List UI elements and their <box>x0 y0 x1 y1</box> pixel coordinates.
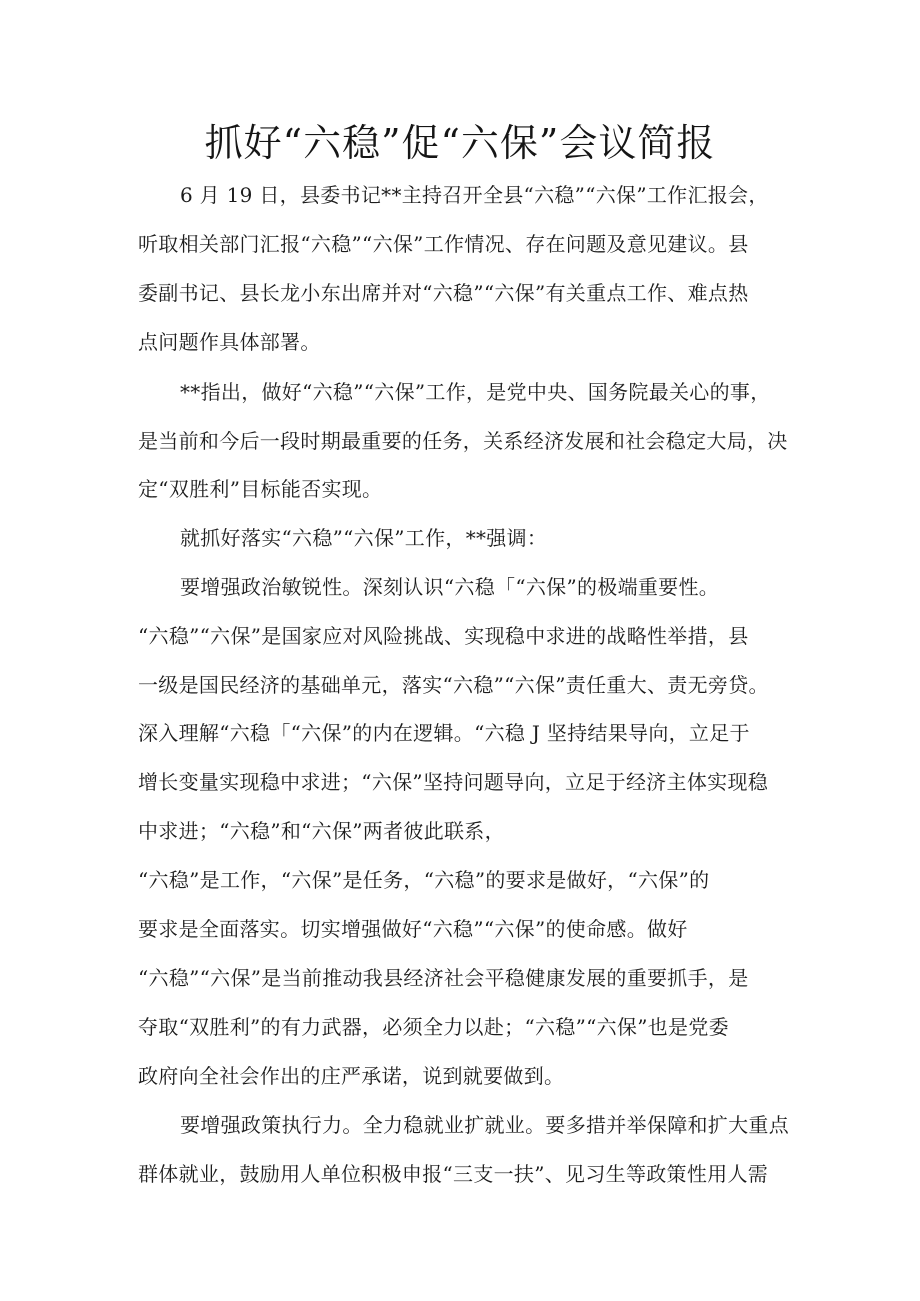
body-line: 委副书记、县长龙小东出席并对“六稳”“六保”有关重点工作、难点热 <box>138 281 749 305</box>
body-line: 要求是全面落实。切实增强做好“六稳”“六保”的使命感。做好 <box>138 917 688 941</box>
body-line: 中求进；“六稳”和“六保”两者彼此联系， <box>138 819 505 843</box>
body-line: “六稳”“六保”是国家应对风险挑战、实现稳中求进的战略性举措，县 <box>138 624 749 648</box>
body-line: 夺取“双胜利”的有力武器，必须全力以赴；“六稳”“六保”也是党委 <box>138 1015 729 1039</box>
body-line: **指出，做好“六稳”“六保”工作，是党中央、国务院最关心的事， <box>180 380 771 404</box>
body-line: 点问题作具体部署。 <box>138 330 321 354</box>
body-line: 要增强政治敏锐性。深刻认识“六稳「“六保”的极端重要性。 <box>180 575 720 599</box>
body-line: 要增强政策执行力。全力稳就业扩就业。要多措并举保障和扩大重点 <box>180 1113 789 1137</box>
body-line: 是当前和今后一段时期最重要的任务，关系经济发展和社会稳定大局，决 <box>138 429 788 453</box>
body-line: “六稳”“六保”是当前推动我县经济社会平稳健康发展的重要抓手，是 <box>138 966 749 990</box>
document-title: 抓好“六稳”促“六保”会议简报 <box>204 121 716 165</box>
body-line: 政府向全社会作出的庄严承诺，说到就要做到。 <box>138 1064 565 1088</box>
body-line: 群体就业，鼓励用人单位积极申报“三支一扶”、见习生等政策性用人需 <box>138 1162 769 1186</box>
body-line: 深入理解“六稳「“六保”的内在逻辑。“六稳 J 坚持结果导向，立足于 <box>138 721 750 745</box>
body-line: 一级是国民经济的基础单元，落实“六稳”“六保”责任重大、责无旁贷。 <box>138 673 769 697</box>
body-line: 增长变量实现稳中求进；“六保”坚持问题导向，立足于经济主体实现稳 <box>138 770 769 794</box>
body-line: “六稳”是工作，“六保”是任务，“六稳”的要求是做好，“六保”的 <box>138 868 710 892</box>
body-line: 6 月 19 日，县委书记**主持召开全县“六稳”“六保”工作汇报会， <box>180 183 769 207</box>
body-line: 就抓好落实“六稳”“六保”工作，**强调： <box>180 526 548 550</box>
body-line: 定“双胜利”目标能否实现。 <box>138 477 383 501</box>
body-line: 听取相关部门汇报“六稳”“六保”工作情况、存在问题及意见建议。县 <box>138 232 749 256</box>
